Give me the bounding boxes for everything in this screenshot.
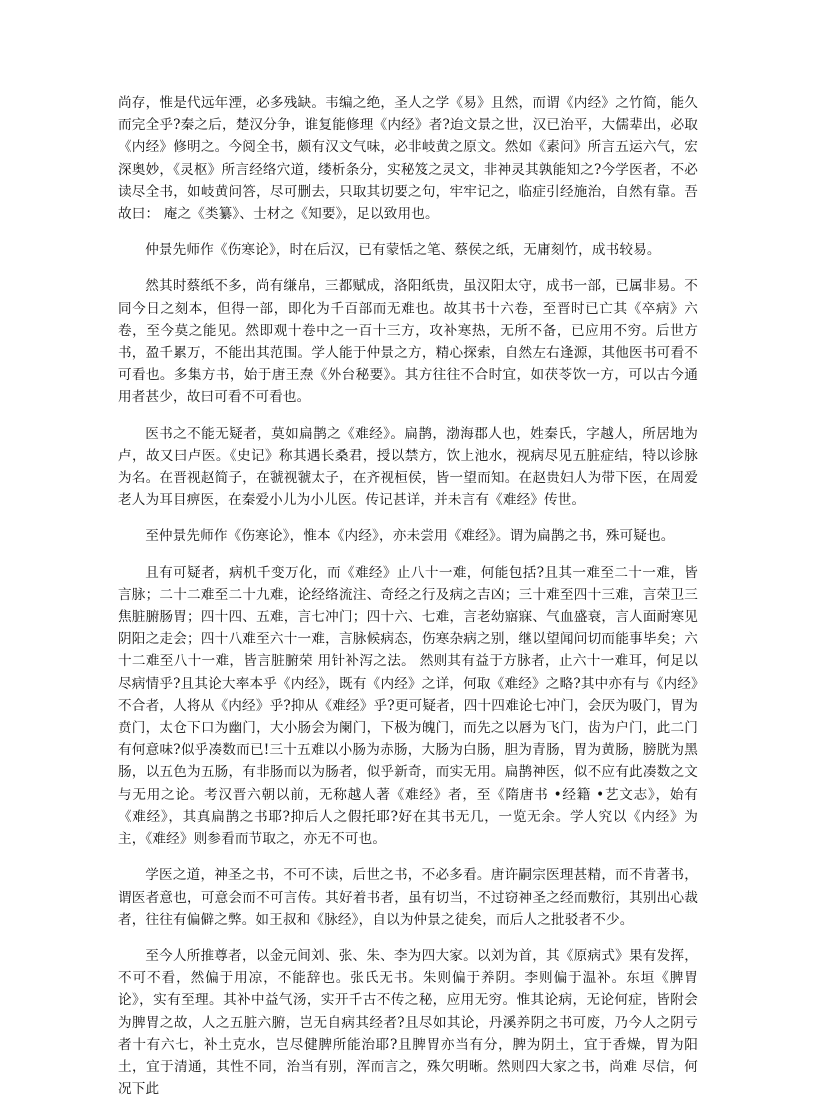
paragraph-5: 至仲景先师作《伤寒论》，惟本《内经》，亦未尝用《难经》。谓为扁鹊之书，殊可疑也。 — [145, 528, 675, 545]
paragraph-2: 仲景先师作《伤寒论》，时在后汉，已有蒙恬之笔、蔡侯之纸，无庸刻竹，成书较易。 — [145, 242, 661, 259]
paragraph-1: 尚存，惟是代远年湮，必多残缺。韦编之绝，圣人之学《易》且然，而谓《内经》之竹简，能久而完全乎?秦之后，楚汉分争，谁复能修理《内经》者?迨文景之世，汉已治平，大儒辈出，必取《内经》修明之。今阅全书，颇有汉文气味，必非岐黄之原文。然如《素问》所言五运六气，宏深奥妙，《灵枢》所言经络穴道，缕析条分，实秘笈之灵文，非神灵其孰能知之?今学医者，不必读尽全书，如岐黄问答，尽可删去，只取其切要之句，牢牢记之，临症引经施治，自然有靠。吾故曰： 庵之《类纂》、士材之《知要》，足以致用也。 — [118, 95, 698, 223]
paragraph-6: 且有可疑者，病机千变万化，而《难经》止八十一难，何能包括?且其一难至二十一难，皆言脉；二十二难至二十九难，论经络流注、奇经之行及病之吉凶；三十难至四十三难，言荣卫三焦脏腑肠胃；四十四、五难，言七冲门；四十六、七难，言老幼寤寐、气血盛衰，言人面耐寒见阴阳之走会；四十八难至六十一难，言脉候病态，伤寒杂病之别，继以望闻问切而能事毕矣；六十二难至八十一难，皆言脏腑荣 用针补泻之法。 然则其有益于方脉者，止六十一难耳，何足以尽病情乎?且其论大率本乎《内经》，既有《内经》之详，何取《难经》之略?其中亦有与《内经》不合者，人将从《内经》乎?抑从《难经》乎?更可疑者，四十四难论七冲门，会厌为吸门，胃为贲门，太仓下口为幽门，大小肠会为阑门，下极为魄门，而先之以唇为飞门，齿为户门，此二门有何意味?似乎凑数而已!三十五难以小肠为赤肠，大肠为白肠，胆为青肠，胃为黄肠，膀胱为黑肠，以五色为五肠，有非肠而以为肠者，似乎新奇，而实无用。扁鹊神医，似不应有此凑数之文与无用之论。考汉晋六朝以前，无称越人著《难经》者，至《隋唐书 •经籍 •艺文志》，始有《难经》，其真扁鹊之书耶?抑后人之假托耶?好在其书无几，一览无余。学人究以《内经》为主，《难经》则参看而节取之，亦无不可也。 — [118, 564, 698, 848]
paragraph-4: 医书之不能无疑者，莫如扁鹊之《难经》。扁鹊，渤海郡人也，姓秦氏，字越人，所居地为卢，故又曰卢医。《史记》称其遇长桑君，授以禁方，饮上池水，视病尽见五脏症结，特以诊脉为名。在晋视赵简子，在虢视虢太子，在齐视桓侯，皆一望而知。在赵贵妇人为带下医，在周爱老人为耳目痹医，在秦爱小儿为小儿医。传记甚详，并未言有《难经》传世。 — [118, 425, 698, 509]
paragraph-7: 学医之道，神圣之书，不可不读，后世之书，不必多看。唐许嗣宗医理甚精，而不肯著书，谓医者意也，可意会而不可言传。其好着书者，虽有切当，不过窃神圣之经而敷衍，其别出心裁者，往往有偏僻之弊。如王叔和《脉经》，自以为仲景之徒矣，而后人之批驳者不少。 — [118, 867, 698, 928]
paragraph-8: 至今人所推尊者，以金元间刘、张、朱、李为四大家。以刘为首，其《原病式》果有发挥，不可不看，然偏于用凉，不能辞也。张氏无书。朱则偏于养阴。李则偏于温补。东垣《脾胃论》，实有至理。其补中益气汤，实开千古不传之秘，应用无穷。惟其论病，无论何症，皆附会为脾胃之故，人之五脏六腑，岂无自病其经者?且尽如其论，丹溪养阴之书可废，乃今人之阴亏者十有六七，补土克水，岂尽健脾所能治耶?且脾胃亦当有分，脾为阴土，宜于香燥，胃为阳土，宜于清通，其性不同，治当有别，浑而言之，殊欠明晰。然则四大家之书，尚难 尽信，何况下此 — [118, 947, 698, 1098]
paragraph-3: 然其时蔡纸不多，尚有缣帛，三都赋成，洛阳纸贵，虽汉阳太守，成书一部，已属非易。不同今日之刻本，但得一部，即化为千百部而无难也。故其书十六卷，至晋时已亡其《卒病》六卷，至今莫之能见。然即观十卷中之一百十三方，攻补寒热，无所不备，已应用不穷。后世方书，盈千累万，不能出其范围。学人能于仲景之方，精心探索，自然左右逢源，其他医书可看不可看也。多集方书，始于唐王焘《外台秘要》。其方往往不合时宜，如茯苓饮一方，可以古今通用者甚少，故曰可看不可看也。 — [118, 278, 698, 406]
